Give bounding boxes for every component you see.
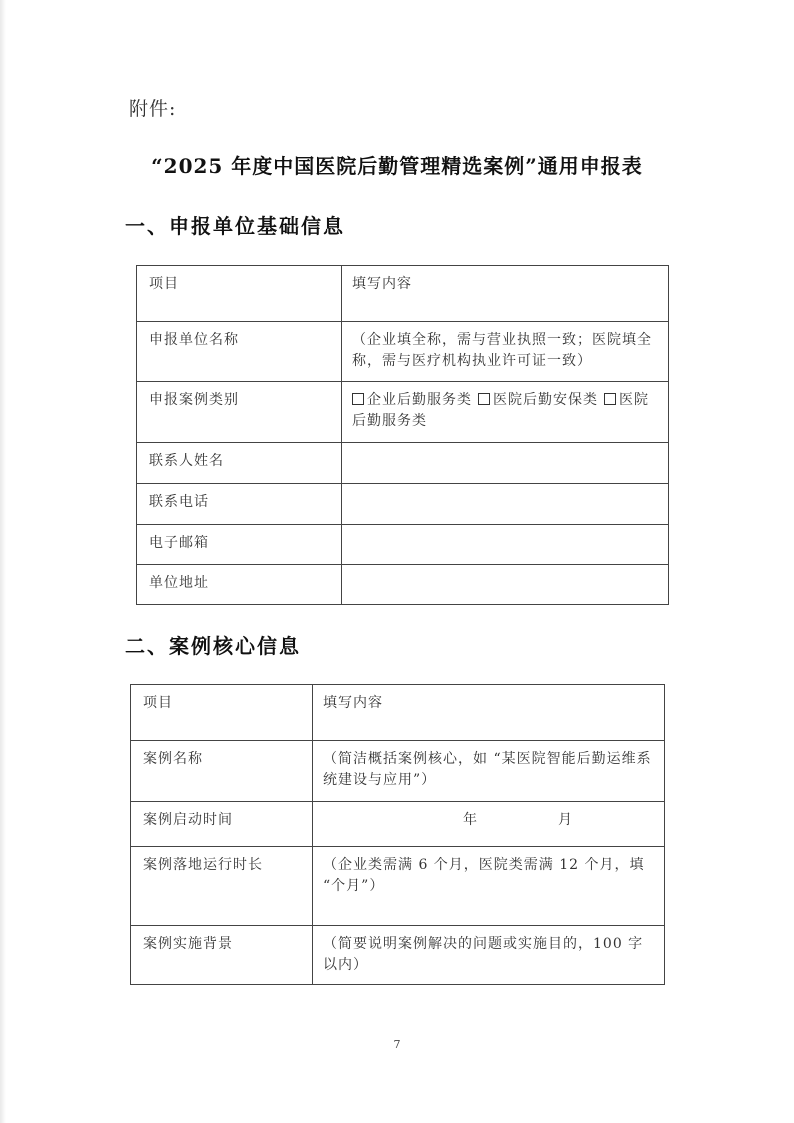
attachment-label: 附件:	[129, 98, 177, 120]
section2-heading: 二、案例核心信息	[125, 634, 301, 658]
row-label-contact-name: 联系人姓名	[137, 443, 342, 484]
month-label: 月	[558, 812, 573, 828]
page-number: 7	[393, 1038, 401, 1051]
row-label-unit-name: 申报单位名称	[137, 322, 342, 382]
case-category-options	[342, 382, 669, 443]
row-label-contact-phone: 联系电话	[137, 484, 342, 525]
run-duration-field[interactable]: （企业类需满 6 个月，医院类需满 12 个月，填 “个月”）	[313, 847, 665, 926]
unit-name-field[interactable]: （企业填全称，需与营业执照一致；医院填全称，需与医疗机构执业许可证一致）	[342, 322, 669, 382]
table-row	[131, 926, 665, 985]
checkbox-icon[interactable]	[604, 393, 616, 405]
option-label: 医院后勤安保类	[493, 392, 598, 408]
table-row	[137, 565, 669, 605]
table-row	[137, 525, 669, 565]
table-row	[137, 382, 669, 443]
option-label: 企业后勤服务类	[367, 392, 472, 408]
address-field[interactable]	[342, 565, 669, 605]
table-header-row	[131, 685, 665, 741]
category-option-hospital-security[interactable]	[478, 392, 598, 408]
table-row	[137, 484, 669, 525]
header-content: 填写内容	[342, 266, 669, 322]
table-row	[137, 443, 669, 484]
table-header-row	[137, 266, 669, 322]
contact-phone-field[interactable]	[342, 484, 669, 525]
option-label: 医院后勤服务类	[352, 392, 649, 429]
header-item: 项目	[131, 685, 313, 741]
row-label-run-duration: 案例落地运行时长	[131, 847, 313, 926]
section1-heading: 一、申报单位基础信息	[125, 214, 345, 238]
document-title: “2025 年度中国医院后勤管理精选案例”通用申报表	[151, 154, 643, 178]
row-label-background: 案例实施背景	[131, 926, 313, 985]
table-row	[131, 802, 665, 847]
header-item: 项目	[137, 266, 342, 322]
header-content: 填写内容	[313, 685, 665, 741]
contact-name-field[interactable]	[342, 443, 669, 484]
email-field[interactable]	[342, 525, 669, 565]
row-label-case-name: 案例名称	[131, 741, 313, 802]
row-label-case-category: 申报案例类别	[137, 382, 342, 443]
table-row	[131, 741, 665, 802]
table-row	[131, 847, 665, 926]
checkbox-icon[interactable]	[478, 393, 490, 405]
table-row	[137, 322, 669, 382]
checkbox-icon[interactable]	[352, 393, 364, 405]
category-option-enterprise-service[interactable]	[352, 392, 472, 408]
basic-info-table	[136, 265, 669, 605]
case-name-field[interactable]: （简洁概括案例核心，如 “某医院智能后勤运维系统建设与应用”）	[313, 741, 665, 802]
row-label-email: 电子邮箱	[137, 525, 342, 565]
start-time-field[interactable]	[313, 802, 665, 847]
background-field[interactable]: （简要说明案例解决的问题或实施目的，100 字以内）	[313, 926, 665, 985]
year-label: 年	[463, 812, 478, 828]
row-label-start-time: 案例启动时间	[131, 802, 313, 847]
case-info-table	[130, 684, 665, 985]
row-label-address: 单位地址	[137, 565, 342, 605]
